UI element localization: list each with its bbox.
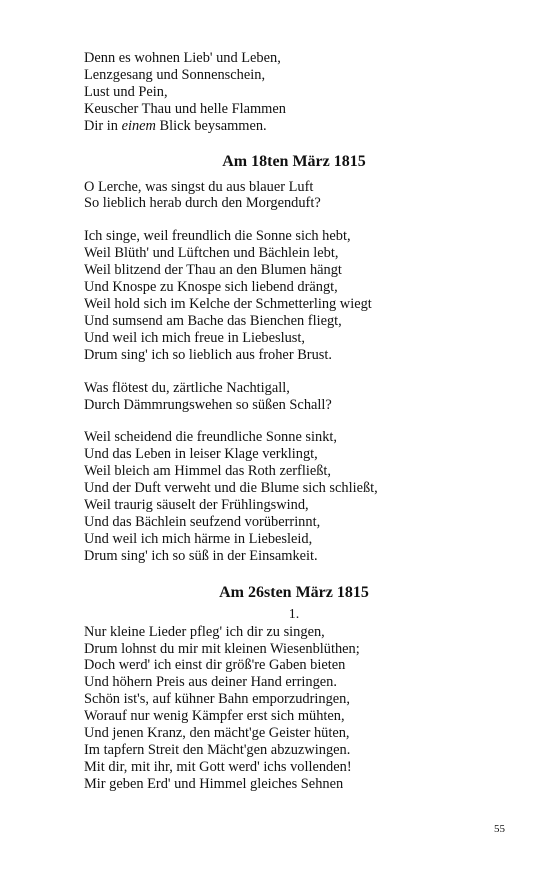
poem-line: So lieblich herab durch den Morgenduft? bbox=[84, 195, 321, 212]
poem-line: Lust und Pein, bbox=[84, 83, 168, 100]
poem-line: Was flötest du, zärtliche Nachtigall, bbox=[84, 379, 290, 396]
poem-line: Mir geben Erd' und Himmel gleiches Sehnen bbox=[84, 775, 344, 792]
poem-line: Ich singe, weil freundlich die Sonne sich hebt, bbox=[84, 228, 351, 245]
poem-line: Drum sing' ich so lieblich aus froher Brust. bbox=[84, 346, 332, 363]
poem-line: Drum sing' ich so süß in der Einsamkeit. bbox=[84, 547, 318, 564]
poem-line: Im tapfern Streit den Mächt'gen abzuzwingen. bbox=[84, 742, 351, 758]
poem-line: O Lerche, was singst du aus blauer Luft bbox=[84, 178, 314, 195]
poem-line: Und höhern Preis aus deiner Hand erringen. bbox=[84, 674, 337, 691]
poem-line: Und weil ich mich härme in Liebesleid, bbox=[84, 530, 313, 547]
poem-line: Weil Blüth' und Lüftchen und Bächlein lebt, bbox=[84, 245, 339, 262]
poem-line: Schön ist's, auf kühner Bahn emporzudringen, bbox=[84, 691, 350, 708]
stanza bbox=[84, 380, 504, 414]
poem-line: Und weil ich mich freue in Liebeslust, bbox=[84, 329, 305, 346]
poem-title: Am 18ten März 1815 bbox=[222, 152, 366, 170]
poem-line: Und das Leben in leiser Klage verklingt, bbox=[84, 446, 318, 463]
poem-line: Und jenen Kranz, den mächt'ge Geister hüten, bbox=[84, 725, 350, 742]
poem-line: Weil blitzend der Thau an den Blumen hängt bbox=[84, 262, 342, 279]
stanza-gap bbox=[84, 212, 504, 228]
intro-stanza bbox=[84, 50, 504, 135]
poem-line: Und Knospe zu Knospe sich liebend drängt, bbox=[84, 279, 338, 296]
line-text: Blick beysammen. bbox=[155, 117, 267, 134]
poem-line: Nur kleine Lieder pfleg' ich dir zu singen, bbox=[84, 623, 325, 640]
stanza-gap bbox=[84, 413, 504, 429]
poem-line: Lenzgesang und Sonnenschein, bbox=[84, 66, 266, 83]
stanza-gap bbox=[84, 364, 504, 380]
poem-line: Keuscher Thau und helle Flammen bbox=[84, 100, 286, 117]
poem-line bbox=[84, 118, 504, 135]
poem-line: Doch werd' ich einst dir größ're Gaben bieten bbox=[84, 657, 346, 674]
poem-line: Und der Duft verweht und die Blume sich schließt, bbox=[84, 480, 378, 497]
poem-line: Weil scheidend die freundliche Sonne sinkt, bbox=[84, 429, 338, 446]
poem-line: Drum lohnst du mir mit kleinen Wiesenblüthen; bbox=[84, 640, 360, 657]
poem-line: Durch Dämmrungswehen so süßen Schall? bbox=[84, 396, 332, 413]
stanza bbox=[84, 179, 504, 213]
line-text: Dir in bbox=[84, 117, 122, 134]
book-page bbox=[84, 50, 504, 793]
poem-line: Und sumsend am Bache das Bienchen fliegt, bbox=[84, 312, 342, 329]
poem-line: Mit dir, mit ihr, mit Gott werd' ichs vollenden! bbox=[84, 758, 352, 775]
poem-line: Und das Bächlein seufzend vorüberrinnt, bbox=[84, 513, 321, 530]
page-number: 55 bbox=[494, 823, 505, 835]
poem-title: Am 26sten März 1815 bbox=[219, 583, 369, 601]
poem-line: Worauf nur wenig Kämpfer erst sich mühten, bbox=[84, 708, 345, 725]
poem-line: Denn es wohnen Lieb' und Leben, bbox=[84, 50, 281, 66]
stanza bbox=[84, 624, 504, 793]
poem-line: Weil traurig säuselt der Frühlingswind, bbox=[84, 497, 309, 514]
stanza bbox=[84, 429, 504, 564]
poem-line: Weil hold sich im Kelche der Schmetterling wiegt bbox=[84, 295, 372, 312]
stanza bbox=[84, 228, 504, 363]
emphasized-word: einem bbox=[121, 117, 156, 134]
section-number: 1. bbox=[288, 606, 300, 622]
poem-line: Weil bleich am Himmel das Roth zerfließt, bbox=[84, 463, 332, 480]
